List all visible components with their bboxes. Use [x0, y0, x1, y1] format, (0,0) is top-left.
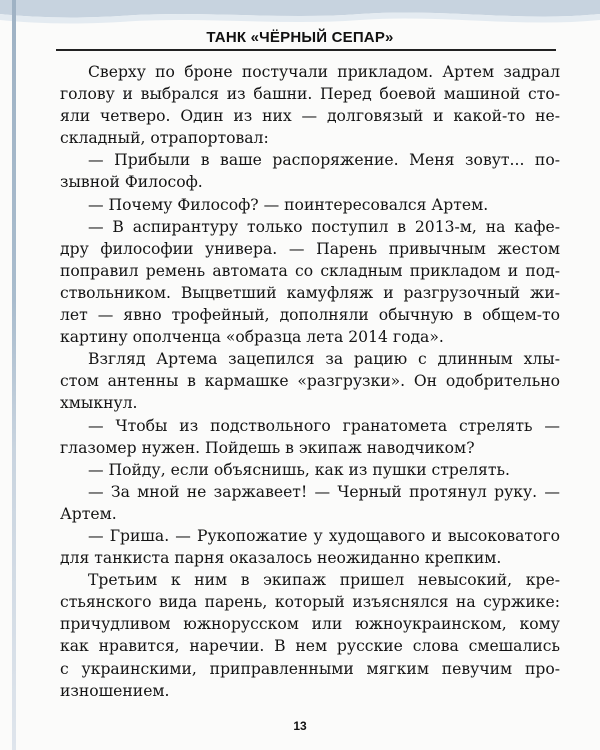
text-line: Взгляд Артема зацепился за рацию с длинным хлы-	[88, 350, 560, 369]
text-line: как нравится, наречии. В нем русские слова смешались	[60, 637, 560, 656]
running-header-title: ТАНК «ЧЁРНЫЙ СЕПАР»	[206, 29, 394, 46]
page-number: 13	[293, 719, 307, 733]
text-line: изношением.	[60, 681, 170, 700]
text-line: зывной Философ.	[60, 173, 203, 192]
text-line: Сверху по броне постучали прикладом. Артем задрал	[88, 63, 560, 81]
text-line: поправил ремень автомата со складным прикладом и под-	[60, 261, 560, 280]
text-line: — Почему Философ? — поинтересовался Артем.	[88, 195, 489, 214]
text-line: хмыкнул.	[60, 394, 138, 413]
text-line: голову и выбрался из башни. Перед боевой машиной сто-	[60, 85, 560, 104]
body-text	[60, 61, 560, 702]
text-line: складный, отрапортовал:	[60, 129, 269, 148]
text-line: — Прибыли в ваше распоряжение. Меня зовут... по-	[88, 151, 560, 170]
header-divider	[56, 49, 556, 51]
text-line: с украинскими, приправленными мягким певучим про-	[60, 659, 560, 678]
text-line: яли четверо. Один из них — долговязый и какой-то не-	[60, 107, 560, 126]
text-line: — Гриша. — Рукопожатие у худощавого и высоковатого	[88, 526, 560, 545]
text-line: дру философии универа. — Парень привычным жестом	[60, 239, 560, 258]
text-line: Артем.	[60, 504, 117, 523]
text-line: картину ополченца «образца лета 2014 года».	[60, 328, 444, 347]
text-line: ствольником. Выцветший камуфляж и разгрузочный жи-	[60, 283, 560, 302]
text-line: для танкиста парня оказалось неожиданно крепким.	[60, 549, 502, 568]
text-line: — За мной не заржавеет! — Черный протянул руку. —	[88, 482, 560, 501]
text-line: Третьим к ним в экипаж пришел невысокий, кре-	[88, 571, 560, 590]
text-line: лет — явно трофейный, дополняли обычную в общем-то	[60, 306, 560, 325]
text-line: — Чтобы из подствольного гранатомета стрелять —	[88, 416, 560, 435]
text-line: — Пойду, если объяснишь, как из пушки стрелять.	[88, 460, 510, 479]
page-edge-strip	[12, 0, 16, 750]
text-line: глазомер нужен. Пойдешь в экипаж наводчиком?	[60, 438, 475, 457]
text-line: стом антенны в кармашке «разгрузки». Он одобрительно	[60, 372, 560, 391]
text-line: — В аспирантуру только поступил в 2013-м, на кафе-	[88, 217, 560, 236]
text-line: причудливом южнорусском или южноукраинском, кому	[60, 615, 560, 634]
text-line: стьянского вида парень, который изъяснялся на суржике:	[60, 593, 560, 612]
